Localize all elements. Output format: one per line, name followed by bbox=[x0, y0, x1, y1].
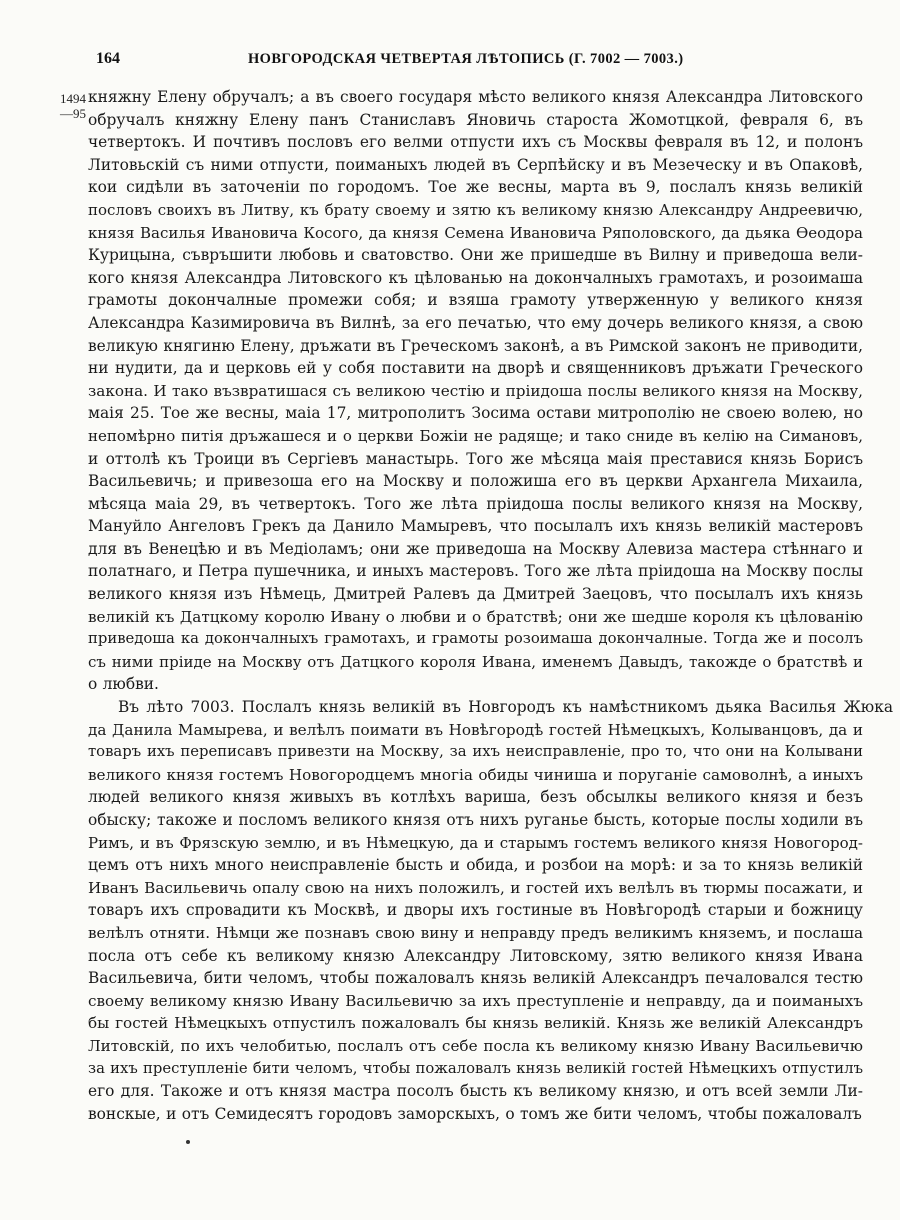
text-line: великую княгиню Елену, дръжати въ Греческомъ законѣ, а въ Римской законъ не приводити, bbox=[88, 336, 863, 355]
text-line: Курицына, съвръшити любовь и сватовство. Они же пришедше въ Вилну и приведоша вели- bbox=[88, 246, 863, 265]
margin-year-note: 1494 bbox=[60, 91, 86, 106]
text-line: о любви. bbox=[88, 675, 159, 694]
text-line: съ ними пріиде на Москву отъ Датцкого короля Ивана, именемъ Давыдъ, такожде о братствѣ и bbox=[88, 652, 863, 671]
running-head: НОВГОРОДСКАЯ ЧЕТВЕРТАЯ ЛѢТОПИСЬ (Г. 7002 — 7003.) bbox=[248, 51, 684, 67]
text-line: Мануйло Ангеловъ Грекъ да Данило Мамыревъ, что посылалъ ихъ князь великій мастеровъ bbox=[88, 517, 863, 536]
text-line: полатнаго, и Петра пушечника, и иныхъ мастеровъ. Того же лѣта пріидоша на Москву послы bbox=[88, 562, 863, 581]
text-line: Александра Казимировича въ Вилнѣ, за его печатью, что ему дочерь великого князя, а свою bbox=[88, 313, 863, 332]
chronicle-text bbox=[88, 86, 893, 1125]
text-line: обыску; такоже и посломъ великого князя отъ нихъ руганье бысть, которые послы ходили въ bbox=[88, 811, 863, 829]
text-line: цемъ отъ нихъ много неисправленіе бысть и обида, и розбои на морѣ: и за то князь великій bbox=[88, 856, 863, 875]
text-line: князя Василья Ивановича Косого, да князя Семена Ивановича Ряполовского, да дьяка Өеодора bbox=[88, 223, 863, 242]
text-line: четвертокъ. И почтивъ пословъ его велми отпусти ихъ съ Москвы февраля въ 12, и полонъ bbox=[88, 133, 863, 152]
text-line: закона. И тако възвратишася съ великою честію и пріидоша послы великого князя на Москву, bbox=[88, 381, 863, 400]
text-line: мѣсяца маіа 29, въ четвертокъ. Того же лѣта пріидоша послы великого князя на Москву, bbox=[88, 494, 863, 513]
text-line: Литовьскій съ ними отпусти, поиманыхъ людей въ Серпѣйску и въ Мезеческу и въ Опаковѣ, bbox=[88, 155, 863, 174]
text-line: княжну Елену обручалъ; а въ своего государя мѣсто великого князя Александра Литовского bbox=[88, 88, 863, 106]
text-line: пословъ своихъ въ Литву, къ брату своему и зятю къ великому князю Александру Андреевичю, bbox=[88, 200, 863, 219]
text-line: ни нудити, да и церковь ей у собя поставити на дворѣ и священниковъ дръжати Греческого bbox=[88, 359, 863, 378]
text-line: непомѣрно питія дръжашеся и о церкви Божіи не радяще; и тако сниде въ келію на Симановъ, bbox=[88, 426, 863, 445]
text-line: грамоты докончалные промежи собя; и взяша грамоту утверженную у великого князя bbox=[88, 291, 863, 310]
text-line: товаръ ихъ спровадити къ Москвѣ, и дворы ихъ гостиные въ Новѣгородѣ старыи и божницу bbox=[88, 901, 863, 920]
text-line: великого князя изъ Нѣмець, Дмитрей Ралевъ да Дмитрей Заецовъ, что посылалъ ихъ князь bbox=[88, 585, 863, 604]
text-line: бы гостей Нѣмецкыхъ отпустилъ пожаловалъ бы князь великій. Князь же великій Александръ bbox=[88, 1014, 863, 1033]
text-line: велѣлъ отняти. Нѣмци же познавъ свою вину и неправду предъ великимъ княземъ, и послаша bbox=[88, 923, 863, 942]
text-line: да Данила Мамырева, и велѣлъ поимати въ Новѣгородѣ гостей Нѣмецкыхъ, Колыванцовъ, да и bbox=[88, 720, 863, 739]
margin-year-range-note: —95 bbox=[60, 106, 86, 121]
text-line: приведоша ка докончалныхъ грамотахъ, и грамоты розоимаша докончалные. Тогда же и посолъ bbox=[88, 630, 863, 648]
text-line: вонскые, и отъ Семидесятъ городовъ заморскыхъ, о томъ же бити челомъ, чтобы пожаловалъ bbox=[88, 1104, 862, 1123]
text-line: Литовскій, по ихъ челобитью, послалъ отъ себе посла къ великому князю Ивану Васильевичю bbox=[88, 1036, 863, 1055]
text-line: за ихъ преступленіе бити челомъ, чтобы пожаловалъ князь великій гостей Нѣмецкихъ отпустилъ bbox=[88, 1059, 863, 1077]
text-line: товаръ ихъ переписавъ привезти на Москву, за ихъ неисправленіе, про то, что они на Колывани bbox=[88, 743, 863, 761]
text-line: кого князя Александра Литовского къ цѣлованью на докончалныхъ грамотахъ, и розоимаша bbox=[88, 268, 863, 287]
text-line: для въ Венецѣю и въ Медіоламъ; они же приведоша на Москву Алевиза мастера стѣннаго и bbox=[88, 539, 863, 558]
text-line: своему великому князю Ивану Васильевичю за ихъ преступленіе и неправду, да и поиманыхъ bbox=[88, 991, 863, 1010]
text-line: посла отъ себе къ великому князю Александру Литовскому, зятю великого князя Ивана bbox=[88, 946, 863, 965]
text-line: великій къ Датцкому королю Ивану о любви и о братствѣ; они же шедше короля къ цѣлованію bbox=[88, 607, 863, 626]
page-header bbox=[78, 50, 860, 72]
text-line: Васильевичь; и привезоша его на Москву и положиша его въ церкви Архангела Михаила, bbox=[88, 472, 863, 491]
text-line: обручалъ княжну Елену панъ Станиславъ Яновичь староста Жомотцкой, февраля 6, въ bbox=[88, 110, 863, 129]
text-line: кои сидѣли въ заточеніи по городомъ. Тое же весны, марта въ 9, послалъ князь великій bbox=[88, 178, 863, 197]
text-line: великого князя гостемъ Новогородцемъ многіа обиды чиниша и поруганіе самоволнѣ, а иныхъ bbox=[88, 765, 863, 784]
text-line: Васильевича, бити челомъ, чтобы пожаловалъ князь великій Александръ печаловался тестю bbox=[88, 969, 863, 988]
text-line: Въ лѣто 7003. Послалъ князь великій въ Новгородъ къ намѣстникомъ дьяка Василья Жюка bbox=[118, 698, 893, 717]
text-line: Иванъ Васильевичь опалу свою на нихъ положилъ, и гостей ихъ велѣлъ въ тюрмы посажати, и bbox=[88, 878, 863, 897]
text-line: маія 25. Тое же весны, маіа 17, митрополитъ Зосима остави митрополію не своею волею, но bbox=[88, 404, 863, 423]
text-line: и оттолѣ къ Троици въ Сергіевъ манастырь. Того же мѣсяца маія преставися князь Борисъ bbox=[88, 449, 863, 468]
page-number: 164 bbox=[96, 50, 120, 67]
text-line: Римъ, и въ Фрязскую землю, и въ Нѣмецкую, да и старымъ гостемъ великого князя Новогород- bbox=[88, 833, 863, 852]
text-line: людей великого князя живыхъ въ котлѣхъ вариша, безъ обсылкы великого князя и безъ bbox=[88, 788, 863, 807]
ink-dot bbox=[186, 1140, 190, 1144]
text-line: его для. Такоже и отъ князя мастра посолъ бысть къ великому князю, и отъ всей земли Ли- bbox=[88, 1082, 863, 1101]
